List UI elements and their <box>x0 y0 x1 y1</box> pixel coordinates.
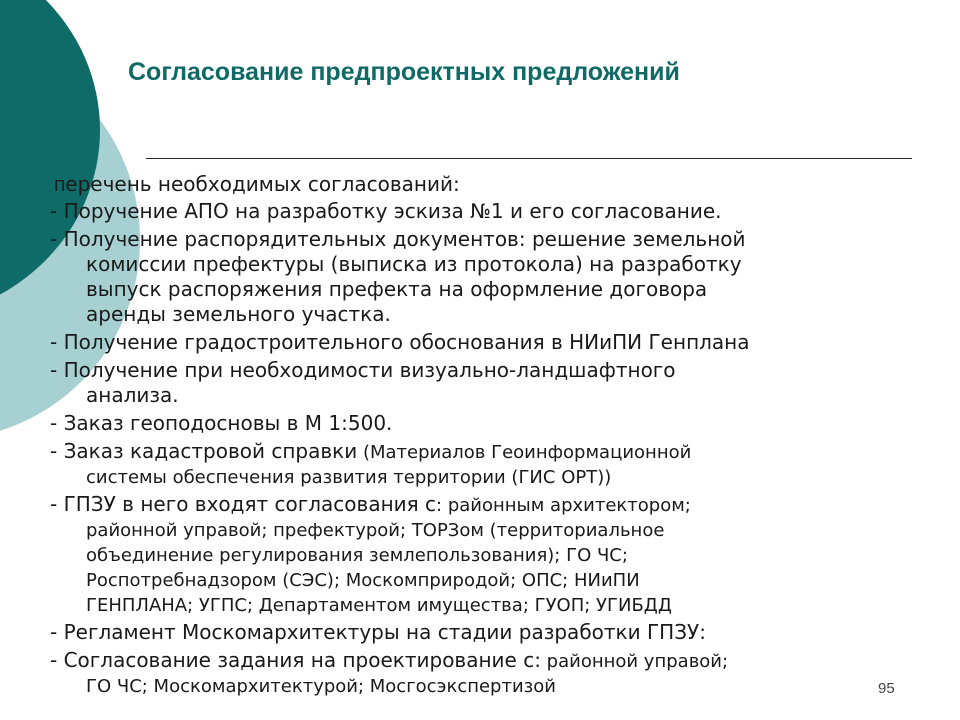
intro-first-letter: П <box>54 177 66 195</box>
list-item: - Поручение АПО на разработку эскиза №1 и его согласование. <box>50 199 722 223</box>
list-item: - Получение при необходимости визуально-ландшафтного анализа. <box>50 358 676 407</box>
list-item: - ГПЗУ в него входят согласования с: районным архитектором; районной управой; префектурой; ТОРЗом (территориальное объединение регулирования землепользования); ГО ЧС; Роспотребнадзором (СЭС); Москомприродой; ОПС; НИиПИ ГЕНПЛАНА; УГПС; Департаментом имущества; ГУОП; УГИБДД <box>50 492 691 616</box>
slide-body <box>50 172 930 698</box>
slide-title: Согласование предпроектных предложений <box>128 58 680 86</box>
intro-line <box>50 172 930 199</box>
list-item: - Регламент Москомархитектуры на стадии разработки ГПЗУ: <box>50 620 706 644</box>
list-item: - Получение распорядительных документов: решение земельной комиссии префектуры (выписка из протокола) на разработку выпуск распоряжения префекта на оформление договора аренды земельного участка. <box>50 227 746 326</box>
list-item: - Согласование задания на проектирование с: районной управой; ГО ЧС; Москомархитектурой; Мосгосэкспертизой <box>50 648 729 697</box>
list-item: - Получение градостроительного обоснования в НИиПИ Генплана <box>50 330 750 354</box>
intro-text: еречень необходимых согласований: <box>65 172 460 196</box>
page-number: 95 <box>878 680 895 697</box>
title-divider <box>146 158 912 159</box>
list-item: - Заказ геоподосновы в М 1:500. <box>50 411 393 435</box>
list-item: - Заказ кадастровой справки (Материалов Геоинформационной системы обеспечения развития территории (ГИС ОРТ)) <box>50 439 692 488</box>
